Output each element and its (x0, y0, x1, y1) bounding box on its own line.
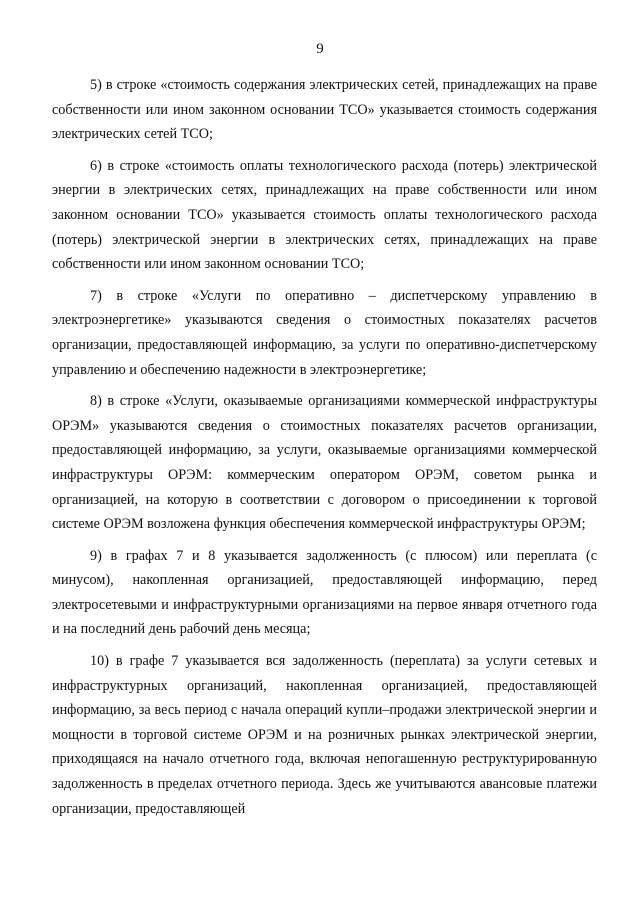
paragraph-item-6: 6) в строке «стоимость оплаты технологического расхода (потерь) электрической энергии в электрических сетях, принадлежащих на праве собственности или ином законном основании ТСО» указывается стоимость оплаты технологического расхода (потерь) электрической энергии в электрических сетях, принадлежащих на праве собственности или ином законном основании ТСО; (52, 157, 597, 273)
paragraph-item-10: 10) в графе 7 указывается вся задолженность (переплата) за услуги сетевых и инфраструктурных организаций, накопленная организацией, предоставляющей информацию, за весь период с начала операций купли–продажи электрической энергии и мощности в торговой системе ОРЭМ и на розничных рынках электрической энергии, приходящаяся на начало отчетного года, включая непогашенную реструктурированную задолженность в пределах отчетного периода. Здесь же учитываются авансовые платежи организации, предоставляющей (52, 653, 597, 817)
paragraph-item-9: 9) в графах 7 и 8 указывается задолженность (с плюсом) или переплата (с минусом), накопленная организацией, предоставляющей информацию, перед электросетевыми и инфраструктурными организациями на первое января отчетного года и на последний день рабочий день месяца; (52, 547, 597, 638)
page-number: 9 (316, 41, 324, 57)
document-body (52, 73, 597, 821)
paragraph-item-8: 8) в строке «Услуги, оказываемые организациями коммерческой инфраструктуры ОРЭМ» указываются сведения о стоимостных показателях расчетов организации, предоставляющей информацию, за услуги, оказываемые организациями коммерческой инфраструктуры ОРЭМ: коммерческим оператором ОРЭМ, советом рынка и организацией, на которую в соответствии с договором о присоединении к торговой системе ОРЭМ возложена функция обеспечения коммерческой инфраструктуры ОРЭМ; (52, 393, 597, 533)
paragraph-item-5: 5) в строке «стоимость содержания электрических сетей, принадлежащих на праве собственности или ином законном основании ТСО» указывается стоимость содержания электрических сетей ТСО; (52, 77, 597, 143)
paragraph-item-7: 7) в строке «Услуги по оперативно – диспетчерскому управлению в электроэнергетике» указываются сведения о стоимостных показателях расчетов организации, предоставляющей информацию, за услуги по оперативно-диспетчерскому управлению и обеспечению надежности в электроэнергетике; (52, 287, 597, 378)
